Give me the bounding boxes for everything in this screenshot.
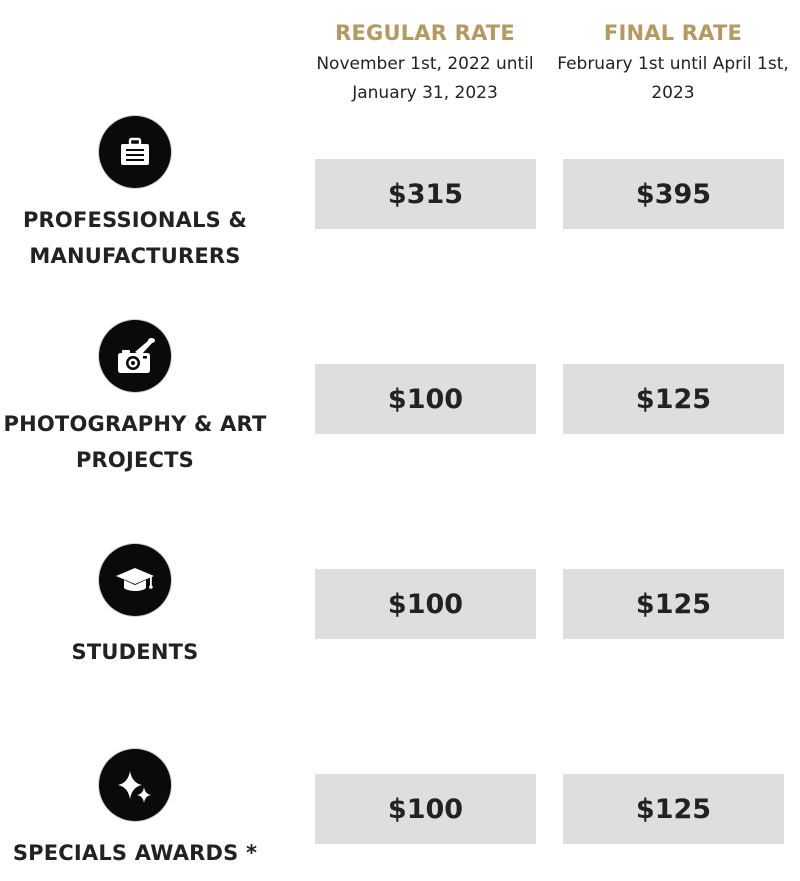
regular-rate-title: REGULAR RATE <box>335 21 515 45</box>
category-photography <box>0 320 270 478</box>
final-rate-header <box>553 18 793 108</box>
regular-rate-dates-line2: January 31, 2023 <box>352 83 498 103</box>
regular-price-students: $100 <box>315 569 536 639</box>
regular-price-photography: $100 <box>315 364 536 434</box>
final-price-professionals: $395 <box>563 159 784 229</box>
final-rate-dates-line1: February 1st until April 1st, <box>557 54 789 74</box>
category-special-awards <box>0 749 270 871</box>
camera-brush-icon <box>99 320 171 392</box>
briefcase-icon <box>99 116 171 188</box>
category-label-line1: SPECIALS AWARDS * <box>12 841 258 865</box>
regular-price-professionals: $315 <box>315 159 536 229</box>
graduation-cap-icon <box>99 544 171 616</box>
category-label <box>0 406 270 478</box>
category-students <box>0 544 270 670</box>
final-price-special-awards: $125 <box>563 774 784 844</box>
final-rate-dates <box>553 50 793 108</box>
regular-rate-dates-line1: November 1st, 2022 until <box>316 54 534 74</box>
category-professionals <box>0 116 270 274</box>
regular-price-special-awards: $100 <box>315 774 536 844</box>
category-label <box>0 202 270 274</box>
regular-rate-dates <box>305 50 545 108</box>
regular-rate-header <box>305 18 545 108</box>
final-price-students: $125 <box>563 569 784 639</box>
category-label <box>0 634 270 670</box>
final-price-photography: $125 <box>563 364 784 434</box>
category-label-line2: PROJECTS <box>75 448 195 472</box>
final-rate-dates-line2: 2023 <box>651 83 695 103</box>
final-rate-title: FINAL RATE <box>603 21 743 45</box>
sparkle-icon <box>99 749 171 821</box>
category-label-line1: STUDENTS <box>71 640 199 664</box>
category-label-line2: MANUFACTURERS <box>29 244 241 268</box>
category-label-line1: PROFESSIONALS & <box>22 208 248 232</box>
category-label <box>0 835 270 871</box>
category-label-line1: PHOTOGRAPHY & ART <box>3 412 267 436</box>
